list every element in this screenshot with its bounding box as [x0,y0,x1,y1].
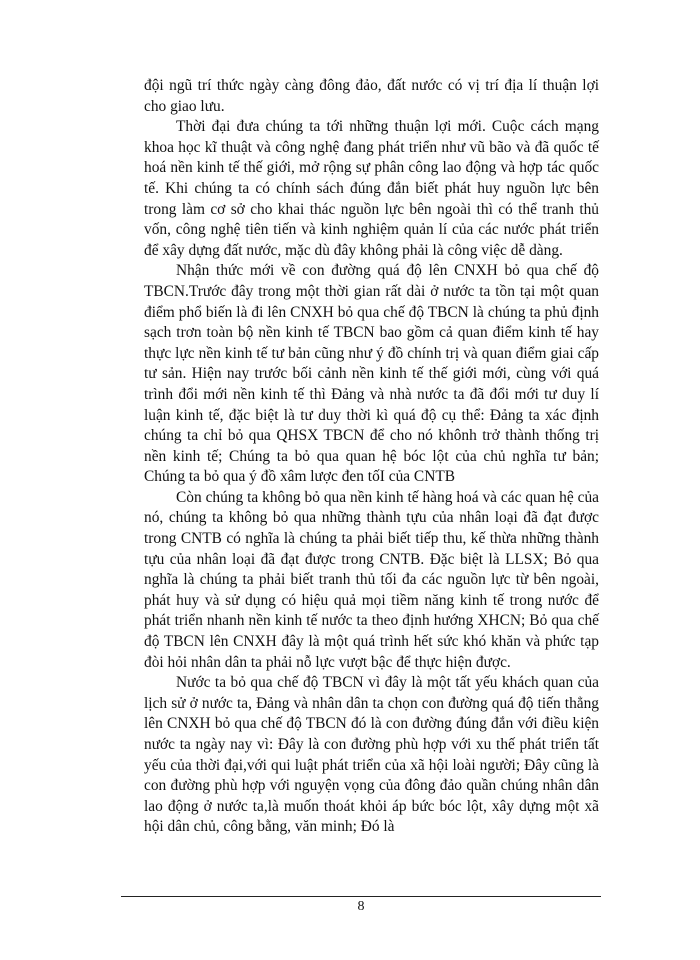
paragraph-5: Nước ta bỏ qua chế độ TBCN vì đây là một tất yếu khách quan của lịch sử ở nước ta, Đảng và nhân dân ta chọn con đường quá độ tiến thẳng lên CNXH bỏ qua chế độ TBCN đó là con đường đúng đắn với điều kiện nước ta ngày nay vì: Đây là con đường phù hợp với xu thế phát triển tất yếu của thời đại,với qui luật phát triển của xã hội loài người; Đây cũng là con đường phù hợp với nguyện vọng của đông đảo quần chúng nhân dân lao động ở nước ta,là muốn thoát khỏi áp bức bóc lột, xây dựng một xã hội dân chủ, công bằng, văn minh; Đó là [144,674,599,836]
footer-divider [121,896,601,897]
document-body [144,76,599,838]
page-number: 8 [357,899,365,914]
paragraph-3: Nhận thức mới về con đường quá độ lên CNXH bỏ qua chế độ TBCN.Trước đây trong một thời gian rất dài ở nước ta tồn tại một quan điểm phổ biến là đi lên CNXH bỏ qua chế độ TBCN là chúng ta phủ định sạch trơn toàn bộ nền kinh tế TBCN bao gồm cả quan điểm kinh tế hay thực lực nền kinh tế tư bản cũng như ý đồ chính trị và quan điểm giai cấp tư sản. Hiện nay trước bối cảnh nền kinh tế thế giới mới, cùng với quá trình đổi mới nền kinh tế thì Đảng và nhà nước ta đã đổi mới tư duy lí luận kinh tế, đặc biệt là tư duy thời kì quá độ cụ thể: Đảng ta xác định chúng ta chỉ bỏ qua QHSX TBCN để cho nó khônh trở thành thống trị nền kinh tế; Chúng ta bỏ qua quan hệ bóc lột của chủ nghĩa tư bản; Chúng ta bỏ qua ý đồ xâm lược đen tốI của CNTB [144,262,599,486]
paragraph-4: Còn chúng ta không bỏ qua nền kinh tế hàng hoá và các quan hệ của nó, chúng ta không bỏ qua những thành tựu của nhân loại đã đạt được trong CNTB có nghĩa là chúng ta phải biết tiếp thu, kế thừa những thành tựu của nhân loại đã đạt được trong CNTB. Đặc biệt là LLSX; Bỏ qua nghĩa là chúng ta phải biết tranh thủ tối đa các nguồn lực từ bên ngoài, phát huy và sử dụng có hiệu quả mọi tiềm năng kinh tế trong nước để phát triển nhanh nền kinh tế nước ta theo định hướng XHCN; Bỏ qua chế độ TBCN lên CNXH đây là một quá trình hết sức khó khăn và phức tạp đòi hỏi nhân dân ta phải nỗ lực vượt bậc để thực hiện được. [144,488,599,671]
paragraph-2: Thời đại đưa chúng ta tới những thuận lợi mới. Cuộc cách mạng khoa học kĩ thuật và công nghệ đang phát triển như vũ bão và đã quốc tế hoá nền kinh tế thế giới, mở rộng sự phân công lao động và hợp tác quốc tế. Khi chúng ta có chính sách đúng đắn biết phát huy nguồn lực bên trong làm cơ sở cho khai thác nguồn lực bên ngoài thì có thể tranh thủ vốn, công nghệ tiên tiến và kinh nghiệm quản lí của các nước phát triển để xây dựng đất nước, mặc dù đây không phải là công việc dễ dàng. [144,118,599,259]
paragraph-1: đội ngũ trí thức ngày càng đông đảo, đất nước có vị trí địa lí thuận lợi cho giao lưu. [144,77,599,115]
